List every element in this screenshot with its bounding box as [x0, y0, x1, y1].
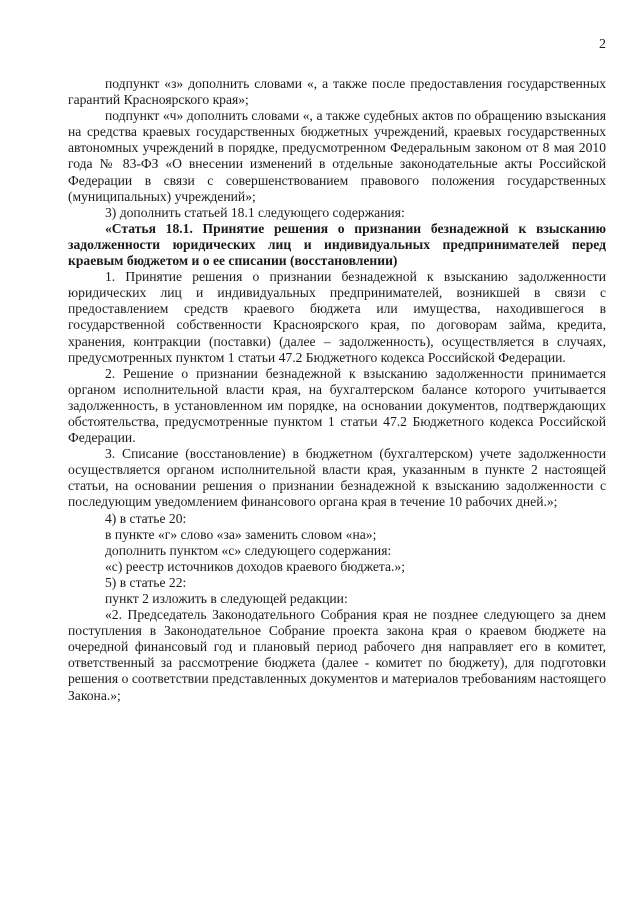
- paragraph-add-article: 3) дополнить статьей 18.1 следующего содержания:: [105, 204, 405, 220]
- article-heading-text: «Статья 18.1. Принятие решения о признании безнадежной к взысканию задолженности юридических лиц и индивидуальных предпринимателей перед краевым бюджетом и о ее списании (восстановлении): [68, 220, 606, 269]
- paragraph-subitem-z: подпункт «з» дополнить словами «, а также после предоставления государственных гарантий Красноярского края»;: [68, 76, 606, 108]
- paragraph-item-s-text: «с) реестр источников доходов краевого бюджета.»;: [105, 558, 405, 574]
- article-clause-1: 1. Принятие решения о признании безнадежной к взысканию задолженности юридических лиц и индивидуальных предпринимателей, возникшей в связи с предоставлением средств краевого бюджета или имущества, находившегося в государственной собственности Красноярского края, по договорам займа, кредита, хранения, контракции (поставки) (далее – задолженность), осуществляется в случаях, предусмотренных пунктом 1 статьи 47.2 Бюджетного кодекса Российской Федерации.: [68, 269, 606, 365]
- paragraph-subitem-ch: подпункт «ч» дополнить словами «, а также судебных актов по обращению взыскания на средства краевых государственных бюджетных учреждений, краевых государственных автономных учреждений в порядке, предусмотренном Федеральным законом от 8 мая 2010 года № 83-ФЗ «О внесении изменений в отдельные законодательные акты Российской Федерации в связи с совершенствованием правового положения государственных (муниципальных) учреждений»;: [68, 108, 606, 204]
- paragraph-item-2-text: «2. Председатель Законодательного Собрания края не позднее следующего за днем поступления в Законодательное Собрание проекта закона края о краевом бюджете на очередной финансовый год и плановый период рабочего дня направляет его в комитет, ответственный за рассмотрение бюджета (далее - комитет по бюджету), для подготовки решения о соответствии представленных документов и материалов требованиям настоящего Закона.»;: [68, 607, 606, 703]
- paragraph-item-2-edit: пункт 2 изложить в следующей редакции:: [105, 591, 348, 606]
- paragraph-add-item-s: дополнить пунктом «с» следующего содержания:: [105, 542, 392, 558]
- article-18-1-heading: [68, 221, 606, 269]
- article-clause-2: 2. Решение о признании безнадежной к взысканию задолженности принимается органом исполнительной власти края, на бухгалтерском балансе которого учитывается задолженность, в установленном им порядке, на основании документов, подтверждающих обстоятельства, предусмотренные пунктом 1 статьи 47.2 Бюджетного кодекса Российской Федерации.: [68, 365, 606, 446]
- document-body: [68, 76, 606, 704]
- paragraph-item-g: в пункте «г» слово «за» заменить словом «на»;: [105, 526, 377, 542]
- article-clause-3: 3. Списание (восстановление) в бюджетном (бухгалтерском) учете задолженности осуществляется органом исполнительной власти края, указанным в пункте 2 настоящей статьи, на основании решения о признании безнадежной к взысканию задолженности с последующим уведомлением финансового органа края в течение 10 рабочих дней.»;: [68, 446, 606, 510]
- paragraph-article-20: 4) в статье 20:: [105, 510, 187, 526]
- paragraph-article-22: 5) в статье 22:: [105, 574, 187, 590]
- page-number: 2: [599, 37, 606, 52]
